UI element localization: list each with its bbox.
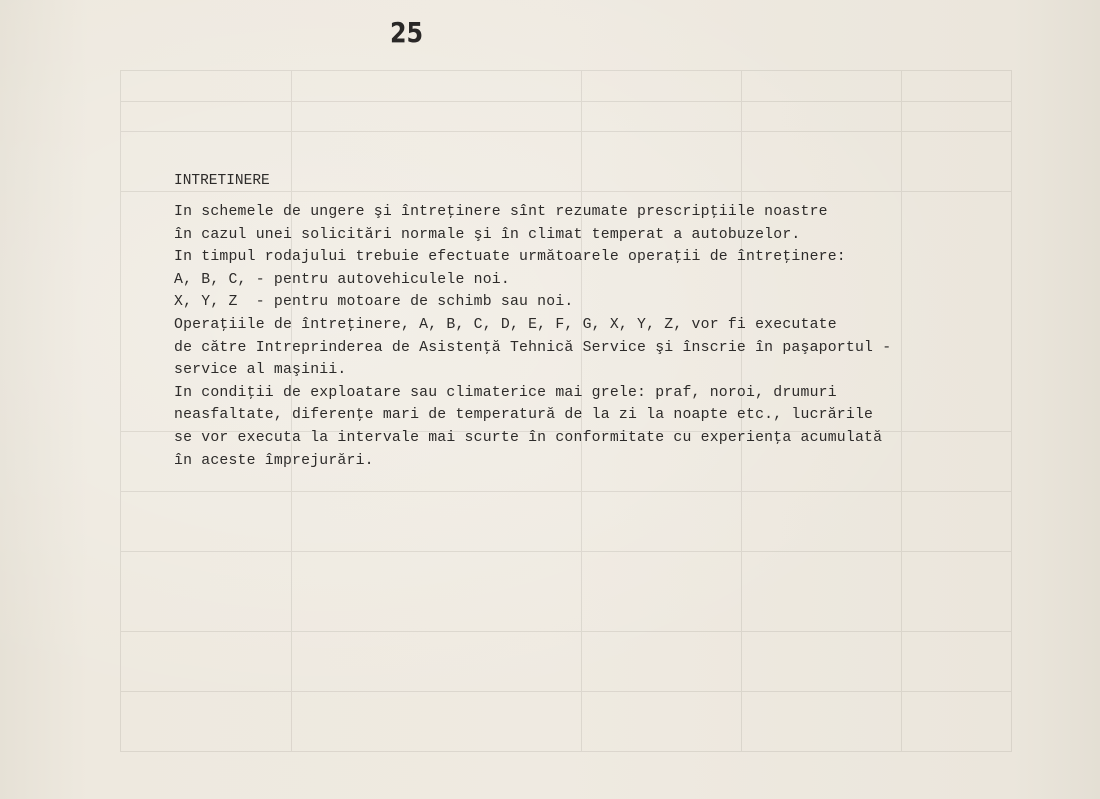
text-line: service al maşinii.: [174, 362, 347, 379]
text-line: Operaţiile de întreţinere, A, B, C, D, E, F, G, X, Y, Z, vor fi executate: [174, 316, 837, 333]
text-line: în cazul unei solicitări normale şi în climat temperat a autobuzelor.: [174, 226, 801, 243]
text-line: de către Intreprinderea de Asistenţă Tehnică Service şi înscrie în paşaportul -: [174, 339, 892, 356]
text-line: X, Y, Z - pentru motoare de schimb sau noi.: [174, 294, 574, 311]
section-heading: INTRETINERE: [174, 173, 270, 189]
text-line: In condiţii de exploatare sau climaterice mai grele: praf, noroi, drumuri: [174, 384, 837, 401]
text-line: se vor executa la intervale mai scurte în conformitate cu experienţa acumulată: [174, 429, 883, 446]
text-line: în aceste împrejurări.: [174, 452, 374, 469]
text-line: neasfaltate, diferenţe mari de temperatură de la zi la noapte etc., lucrările: [174, 407, 874, 424]
body-paragraph: [174, 201, 934, 472]
text-line: In schemele de ungere şi întreţinere sînt rezumate prescripţiile noastre: [174, 204, 828, 220]
text-line: A, B, C, - pentru autovehiculele noi.: [174, 271, 510, 288]
page-number: 25: [390, 16, 424, 49]
text-line: In timpul rodajului trebuie efectuate următoarele operaţii de întreţinere:: [174, 249, 846, 266]
